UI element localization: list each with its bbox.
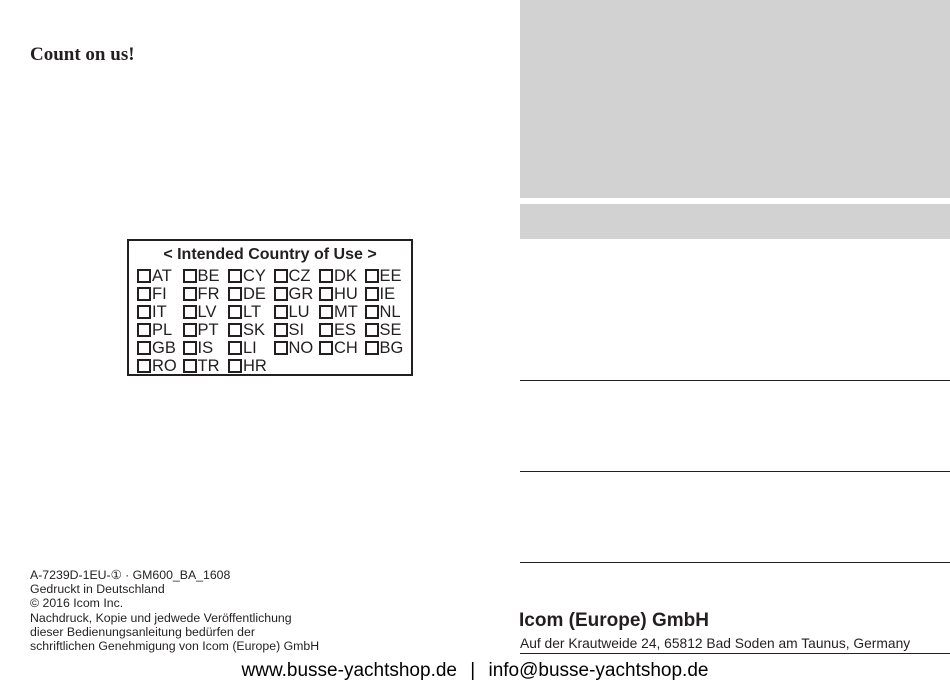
country-option-si[interactable] — [274, 321, 320, 339]
checkbox-icon[interactable] — [183, 323, 197, 337]
dealer-line-2 — [520, 471, 950, 472]
country-option-ee[interactable] — [365, 267, 411, 285]
checkbox-icon[interactable] — [228, 341, 242, 355]
country-option-li[interactable] — [228, 339, 274, 357]
checkbox-icon[interactable] — [137, 269, 151, 283]
country-code-label: CH — [334, 339, 358, 357]
checkbox-icon[interactable] — [183, 269, 197, 283]
country-code-label: EE — [379, 267, 402, 285]
country-code-label: PT — [197, 321, 219, 339]
country-code-label: FI — [152, 285, 167, 303]
country-option-fi[interactable] — [137, 285, 183, 303]
country-code-label: BG — [379, 339, 404, 357]
country-code-label: DK — [334, 267, 357, 285]
country-code-label: MT — [334, 303, 358, 321]
company-name: Icom (Europe) GmbH — [519, 610, 710, 631]
country-code-label: HU — [334, 285, 358, 303]
address-underline — [520, 653, 950, 654]
country-option-no[interactable] — [274, 339, 320, 357]
country-option-lu[interactable] — [274, 303, 320, 321]
country-code-label: LI — [243, 339, 257, 357]
country-option-se[interactable] — [365, 321, 411, 339]
checkbox-icon[interactable] — [365, 269, 379, 283]
country-code-label: CZ — [288, 267, 311, 285]
country-option-dk[interactable] — [319, 267, 365, 285]
checkbox-icon[interactable] — [228, 359, 242, 373]
footer-separator: | — [470, 660, 476, 681]
checkbox-icon[interactable] — [365, 287, 379, 301]
company-address: Auf der Krautweide 24, 65812 Bad Soden am Taunus, Germany — [520, 636, 911, 651]
checkbox-icon[interactable] — [365, 305, 379, 319]
country-option-hu[interactable] — [319, 285, 365, 303]
country-code-label: BE — [197, 267, 220, 285]
country-code-label: GB — [152, 339, 176, 357]
imprint-line: Nachdruck, Kopie und jedwede Veröffentlichung — [30, 610, 292, 625]
country-code-label: GR — [288, 285, 314, 303]
country-option-fr[interactable] — [183, 285, 229, 303]
slogan: Count on us! — [30, 44, 135, 65]
country-code-label: IE — [379, 285, 396, 303]
checkbox-icon[interactable] — [274, 305, 288, 319]
checkbox-icon[interactable] — [228, 305, 242, 319]
checkbox-icon[interactable] — [228, 269, 242, 283]
footer — [0, 660, 950, 682]
label-band-gray — [520, 204, 950, 239]
country-option-hr[interactable] — [228, 357, 274, 375]
imprint-line: Gedruckt in Deutschland — [30, 582, 165, 597]
country-code-label: SK — [243, 321, 266, 339]
checkbox-icon[interactable] — [183, 287, 197, 301]
country-code-label: FR — [197, 285, 220, 303]
imprint-block — [30, 568, 319, 653]
imprint-line: dieser Bedienungsanleitung bedürfen der — [30, 624, 255, 639]
checkbox-icon[interactable] — [137, 305, 151, 319]
label-area-gray — [520, 0, 950, 198]
checkbox-icon[interactable] — [319, 341, 333, 355]
dealer-line-1 — [520, 380, 950, 381]
country-option-es[interactable] — [319, 321, 365, 339]
country-code-label: DE — [243, 285, 266, 303]
checkbox-icon[interactable] — [274, 323, 288, 337]
country-option-ro[interactable] — [137, 357, 183, 375]
email-link[interactable]: info@busse-yachtshop.de — [488, 660, 709, 681]
country-code-label: CY — [243, 267, 266, 285]
country-option-be[interactable] — [183, 267, 229, 285]
imprint-line: A-7239D-1EU-① · GM600_BA_1608 — [30, 568, 231, 582]
checkbox-icon[interactable] — [137, 341, 151, 355]
country-option-de[interactable] — [228, 285, 274, 303]
country-code-label: IT — [152, 303, 167, 321]
country-option-gb[interactable] — [137, 339, 183, 357]
country-option-pl[interactable] — [137, 321, 183, 339]
country-code-label: NO — [288, 339, 314, 357]
country-option-pt[interactable] — [183, 321, 229, 339]
country-code-label: IS — [197, 339, 214, 357]
checkbox-icon[interactable] — [137, 287, 151, 301]
imprint-line: schriftlichen Genehmigung von Icom (Europe) GmbH — [30, 639, 320, 654]
country-option-bg[interactable] — [365, 339, 411, 357]
country-option-tr[interactable] — [183, 357, 229, 375]
country-option-at[interactable] — [137, 267, 183, 285]
checkbox-icon[interactable] — [183, 341, 197, 355]
country-option-lv[interactable] — [183, 303, 229, 321]
country-option-it[interactable] — [137, 303, 183, 321]
country-checkbox-grid — [137, 267, 410, 375]
country-code-label: PL — [152, 321, 173, 339]
checkbox-icon[interactable] — [228, 323, 242, 337]
checkbox-icon[interactable] — [228, 287, 242, 301]
country-code-label: HR — [243, 357, 267, 375]
website-link[interactable]: www.busse-yachtshop.de — [241, 660, 457, 681]
country-code-label: TR — [197, 357, 220, 375]
country-code-label: ES — [334, 321, 357, 339]
checkbox-icon[interactable] — [319, 305, 333, 319]
checkbox-icon[interactable] — [365, 323, 379, 337]
checkbox-icon[interactable] — [274, 341, 288, 355]
dealer-line-3 — [520, 562, 950, 563]
checkbox-icon[interactable] — [183, 359, 197, 373]
country-option-is[interactable] — [183, 339, 229, 357]
intended-country-box — [127, 239, 413, 376]
checkbox-icon[interactable] — [319, 323, 333, 337]
checkbox-icon[interactable] — [274, 287, 288, 301]
country-code-label: LU — [288, 303, 310, 321]
country-option-lt[interactable] — [228, 303, 274, 321]
country-option-ie[interactable] — [365, 285, 411, 303]
country-option-cz[interactable] — [274, 267, 320, 285]
checkbox-icon[interactable] — [274, 269, 288, 283]
country-code-label: NL — [379, 303, 401, 321]
checkbox-icon[interactable] — [183, 305, 197, 319]
country-code-label: LT — [243, 303, 262, 321]
country-option-sk[interactable] — [228, 321, 274, 339]
country-option-gr[interactable] — [274, 285, 320, 303]
country-option-mt[interactable] — [319, 303, 365, 321]
country-code-label: LV — [197, 303, 217, 321]
country-code-label: SE — [379, 321, 402, 339]
checkbox-icon[interactable] — [137, 359, 151, 373]
country-option-ch[interactable] — [319, 339, 365, 357]
imprint-line: © 2016 Icom Inc. — [30, 596, 124, 611]
country-option-cy[interactable] — [228, 267, 274, 285]
country-option-nl[interactable] — [365, 303, 411, 321]
country-code-label: SI — [288, 321, 305, 339]
checkbox-icon[interactable] — [365, 341, 379, 355]
country-box-title: < Intended Country of Use > — [163, 246, 377, 263]
country-code-label: AT — [152, 267, 172, 285]
country-code-label: RO — [152, 357, 177, 375]
checkbox-icon[interactable] — [319, 269, 333, 283]
checkbox-icon[interactable] — [319, 287, 333, 301]
checkbox-icon[interactable] — [137, 323, 151, 337]
